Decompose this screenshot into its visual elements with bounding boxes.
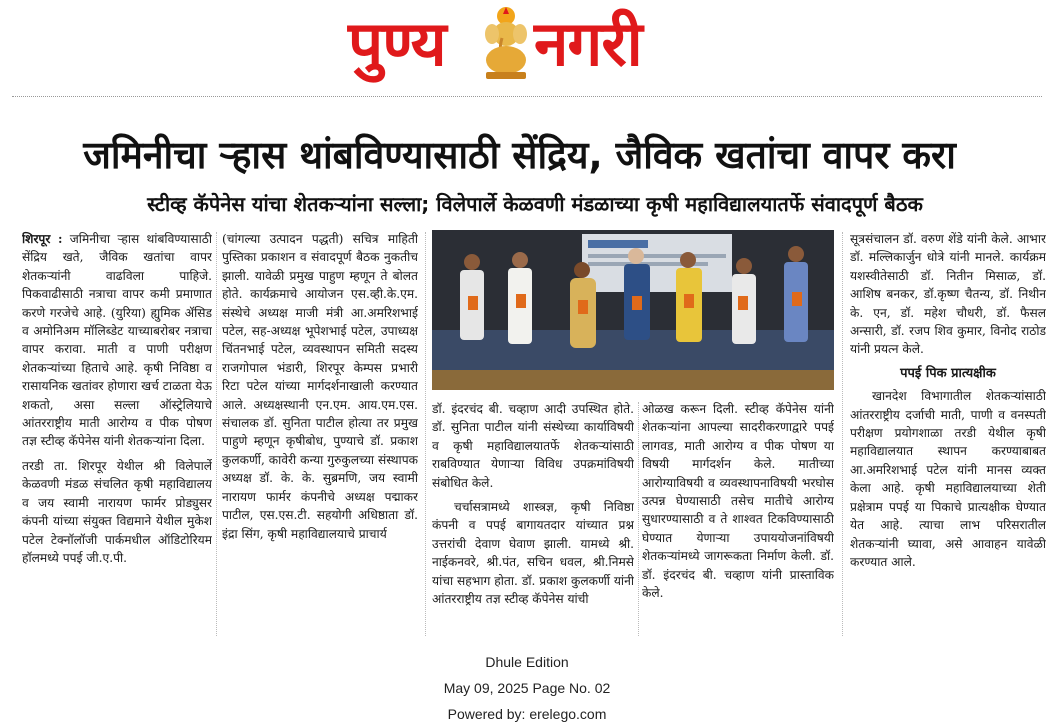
powered-by-label: Powered by: erelego.com — [447, 706, 607, 722]
masthead — [0, 0, 1054, 92]
masthead-divider — [12, 96, 1042, 97]
column-divider — [425, 232, 426, 636]
event-photo-illustration — [432, 230, 834, 390]
dateline: शिरपूर : — [22, 232, 63, 246]
article-headline: जमिनीचा ऱ्हास थांबविण्यासाठी सेंद्रिय, जैविक खतांचा वापर करा — [83, 133, 956, 177]
column-divider — [842, 232, 843, 636]
column-divider — [638, 402, 639, 636]
paragraph-text: जमिनीचा ऱ्हास थांबविण्यासाठी सेंद्रिय खते, जैविक खतांचा वापर शेतकऱ्यांनी वाढविला पाहिजे. पिकवाढीसाठी नत्राचा वापर कमी प्रमाणात करणे गरजेचे आहे. (युरिया) ह्युमिक ॲसिड व अमोनिअम मॉलिब्डेट याच्याबरोबर नत्राचा वापर करावा. माती व पाणी परीक्षण शेतकऱ्यांच्या हिताचे आहे. कृषी निविष्ठा व रासायनिक खतांवर होणारा खर्च टाळता येऊ शकतो, असा सल्ला ऑस्ट्रेलियाचे आंतरराष्ट्रीय माती आरोग्य व पीक पोषण तज्ञ स्टीव्ह कॅपेनेस यांनी शेतकऱ्यांना दिला. — [22, 232, 212, 449]
article-column-1 — [22, 230, 212, 638]
date-page-label: May 09, 2025 Page No. 02 — [443, 680, 611, 696]
article-paragraph: तरडी ता. शिरपूर येथील श्री विलेपार्ले केळवणी मंडळ संचलित कृषी महाविद्यालय व जय स्वामी नारायण फार्मर प्रोड्युसर कंपनी यांच्या संयुक्त विद्यमाने येथील मुकेश पटेल टेक्नॉलॉजी पार्कमधील ऑडिटोरियम हॉलमध्ये पपई जी.ए.पी. — [22, 458, 212, 565]
article-column-5 — [850, 230, 1046, 638]
article-column-4 — [642, 400, 834, 640]
masthead-name-part2: नगरी — [534, 7, 642, 80]
article-paragraph: सूत्रसंचालन डॉ. वरुण शेंडे यांनी केले. आभार डॉ. मल्लिकार्जुन धोत्रे यांनी मानले. कार्यक्रम यशस्वीतेसाठी डॉ. नितीन मिसाळ, डॉ. आशिष बनकर, डॉ.कृष्ण चैतन्य, डॉ. निथीन के. एन, डॉ. महेश चौधरी, डॉ. फैसल अन्सारी, डॉ. रजप शिव कुमार, विनोद राठोड यांनी प्रयत्न केले. — [850, 232, 1046, 357]
article-subheadline: स्टीव्ह कॅपेनेस यांचा शेतकऱ्यांना सल्ला; विलेपार्ले केळवणी मंडळाच्या कृषी महाविद्यालयातर्फे संवादपूर्ण बैठक — [147, 192, 923, 216]
article-paragraph — [22, 230, 212, 451]
edition-label: Dhule Edition — [485, 654, 569, 670]
article-paragraph: खानदेश विभागातील शेतकऱ्यांसाठी आंतरराष्ट्रीय दर्जाची माती, पाणी व वनस्पती परीक्षण प्रयोगशाळा तरडी येथील कृषी महाविद्यालयात स्थापन करण्याबाबत आ.अमरिशभाई पटेल यांनी मानस व्यक्त केला आहे. कृषी महाविद्यालयाच्या शेती प्रक्षेत्राम पपई या पिकाचे प्रात्यक्षीक घेण्यात येत आहे. त्याचा लाभ परिसरातील शेतकऱ्यांनी घ्यावा, असे आवाहन यावेळी करण्यात आले. — [850, 389, 1046, 569]
article-paragraph: (चांगल्या उत्पादन पद्धती) सचित्र माहिती पुस्तिका प्रकाशन व संवादपूर्ण बैठक नुकतीच झाली. यावेळी प्रमुख पाहुण म्हणून ते बोलत होते. कार्यक्रमाचे आयोजन एस.व्ही.के.एम. संस्थेचे अध्यक्ष माजी मंत्री आ.अमरिशभाई पटेल, सह-अध्यक्ष भूपेशभाई पटेल, उपाध्यक्ष चिंतनभाई पटेल, व्यवस्थापन समिती सदस्य राजगोपाल भंडारी, शिरपूर केम्पस प्रभारी रिटा पटेल यांच्या मार्गदर्शनाखाली करण्यात आले. अध्यक्षस्थानी एन.एम. आय.एम.एस. संचालक डॉ. सुनिता पाटील होत्या तर प्रमुख पाहुणे म्हणून कृषीबोध, पुण्याचे डॉ. प्रकाश कुलकर्णी, कावेरी कन्या गुरुकुलच्या संस्थापक अध्यक्ष डॉ. के. के. सुब्रमणि, जय स्वामी नारायण फार्मर कंपनीचे अध्यक्ष पद्माकर पाटील, एस.एस.टी. सहयोगी अधिष्ठाता डॉ. इंद्रा सिंग, कृषी महाविद्यालयाचे प्राचार्य — [222, 232, 418, 541]
section-heading: पपई पिक प्रात्यक्षीक — [900, 365, 996, 381]
article-column-3 — [432, 400, 634, 640]
column-divider — [216, 232, 217, 636]
masthead-name-part1: पुण्य — [348, 7, 446, 80]
ganesha-icon — [478, 4, 534, 82]
article-paragraph: चर्चासत्रामध्ये शास्त्रज्ञ, कृषी निविष्ठा कंपनी व पपई बागायतदार यांच्यात प्रश्न उत्तरांची देवाण घेवाण झाली. यामध्ये श्री. नाईकनवरे, श्री.पंत, सचिन धवल, श्री.निमसे यांचा सहभाग होता. डॉ. प्रकाश कुलकर्णी यांनी आंतरराष्ट्रीय तज्ञ स्टीव्ह कॅपेनेस यांची — [432, 500, 634, 607]
event-photo — [432, 230, 834, 390]
article-paragraph: ओळख करून दिली. स्टीव्ह कॅपेनेस यांनी शेतकऱ्यांना आपल्या सादरीकरणाद्वारे पपई लागवड, माती आरोग्य व पीक पोषण या विषयी मार्गदर्शन केले. मातीच्या आरोग्याविषयी व व्यवस्थापनाविषयी भरघोस उत्पन्न घेण्यासाठी तसेच मातीचे आरोग्य सुधारण्यासाठी व ते शाश्वत टिकविण्यासाठी घेण्यात येणाऱ्या उपाययोजनांविषयी शेतकऱ्यांमध्ये जागरूकता निर्माण केली. डॉ. डॉ. इंदरचंद बी. चव्हाण यांनी प्रास्ताविक केले. — [642, 402, 834, 601]
article-paragraph: डॉ. इंदरचंद बी. चव्हाण आदी उपस्थित होते. डॉ. सुनिता पाटील यांनी संस्थेच्या कार्याविषयी व कृषी महाविद्यालयातर्फे शेतकऱ्यांसाठी राबविण्यात येणाऱ्या विविध उपक्रमांविषयी संबोधित केले. — [432, 402, 634, 490]
article-column-2 — [222, 230, 418, 638]
